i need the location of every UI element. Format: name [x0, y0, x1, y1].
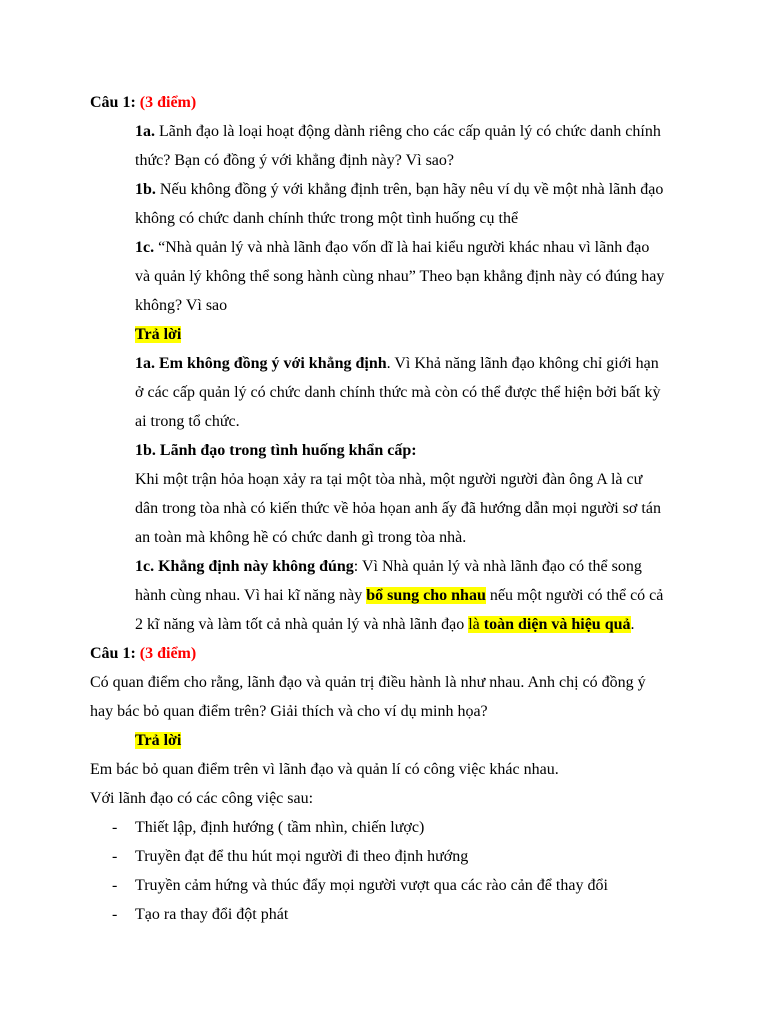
q1c-line-3: không? Vì sao — [135, 297, 228, 314]
ans1c-text-1: : Vì Nhà quản lý và nhà lãnh đạo có thể song — [353, 558, 642, 575]
list-bullet: - — [112, 819, 118, 836]
ans1c-line-2 — [135, 586, 663, 606]
ans1c-highlight-1: bổ sung cho nhau — [366, 587, 486, 604]
q1b-line-2: không có chức danh chính thức trong một tình huống cụ thể — [135, 210, 519, 227]
q1a-line-2: thức? Bạn có đồng ý với khẳng định này? Vì sao? — [135, 152, 454, 169]
q1c-text-1: “Nhà quản lý và nhà lãnh đạo vốn dĩ là hai kiểu người khác nhau vì lãnh đạo — [158, 239, 650, 256]
ans1c-text-2a: hành cùng nhau. Vì hai kĩ năng này — [135, 587, 367, 604]
q2-label: Câu 1: — [90, 645, 136, 662]
q1b-text-1: Nếu không đồng ý với khẳng định trên, bạn hãy nêu ví dụ về một nhà lãnh đạo — [159, 181, 664, 198]
ans1b-line-1: Khi một trận hỏa hoạn xảy ra tại một tòa nhà, một người người đàn ông A là cư — [135, 471, 643, 488]
ans1a-line-2: ở các cấp quản lý có chức danh chính thức mà còn có thể được thể hiện bởi bất kỳ — [135, 384, 661, 401]
ans1c-highlight-3: toàn diện và hiệu quả — [483, 616, 631, 633]
q1-heading — [90, 93, 196, 113]
ans1a-text-1: . Vì Khả năng lãnh đạo không chỉ giới hạn — [386, 355, 659, 372]
ans1b-line-2: dân trong tòa nhà có kiến thức về hỏa họan anh ấy đã hướng dẫn mọi người sơ tán — [135, 500, 661, 517]
q1-points: (3 điểm) — [139, 94, 197, 111]
ans1a-line-3: ai trong tổ chức. — [135, 413, 240, 430]
ans2-line-1: Em bác bỏ quan điểm trên vì lãnh đạo và quản lí có công việc khác nhau. — [90, 761, 559, 778]
q1b-line-1 — [135, 180, 663, 200]
ans1a-line-1 — [135, 354, 659, 374]
q1c-number: 1c. — [135, 239, 155, 256]
q2-points: (3 điểm) — [139, 645, 197, 662]
q1b-number: 1b. — [135, 181, 156, 198]
q1-answer-label — [135, 325, 181, 345]
list-bullet: - — [112, 877, 118, 894]
q1-answer-label-text: Trả lời — [135, 326, 182, 343]
q1c-line-2: và quản lý không thể song hành cùng nhau” Theo bạn khẳng định này có đúng hay — [135, 268, 665, 285]
q2-answer-label-text: Trả lời — [135, 732, 182, 749]
list-item: Truyền cảm hứng và thúc đẩy mọi người vượt qua các rào cản để thay đổi — [135, 877, 608, 894]
q1a-line-1 — [135, 122, 661, 142]
ans1b-line-3: an toàn mà không hề có chức danh gì trong tòa nhà. — [135, 529, 467, 546]
list-bullet: - — [112, 848, 118, 865]
ans2-line-2: Với lãnh đạo có các công việc sau: — [90, 790, 314, 807]
q2-heading — [90, 644, 196, 664]
list-bullet: - — [112, 906, 118, 923]
list-item: Tạo ra thay đổi đột phát — [135, 906, 289, 923]
ans1c-line-1 — [135, 557, 642, 577]
ans1c-line-3 — [135, 615, 635, 635]
list-item: Truyền đạt để thu hút mọi người đi theo định hướng — [135, 848, 469, 865]
ans1c-text-3a: 2 kĩ năng và làm tốt cả nhà quản lý và nhà lãnh đạo — [135, 616, 469, 633]
q1a-text-1: Lãnh đạo là loại hoạt động dành riêng cho các cấp quản lý có chức danh chính — [159, 123, 661, 140]
ans1c-text-3b: . — [630, 616, 635, 633]
q2-answer-label — [135, 731, 181, 751]
q1a-number: 1a. — [135, 123, 155, 140]
q1-label: Câu 1: — [90, 94, 136, 111]
ans1c-bold: 1c. Khẳng định này không đúng — [135, 558, 354, 575]
q2-line-1: Có quan điểm cho rằng, lãnh đạo và quản trị điều hành là như nhau. Anh chị có đồng ý — [90, 674, 646, 691]
ans1b-heading — [135, 441, 417, 461]
ans1c-text-2b: nếu một người có thể có cả — [485, 587, 664, 604]
q2-line-2: hay bác bỏ quan điểm trên? Giải thích và cho ví dụ minh họa? — [90, 703, 488, 720]
ans1c-highlight-2: là — [468, 616, 484, 633]
ans1b-bold: 1b. Lãnh đạo trong tình huống khẩn cấp: — [135, 442, 417, 459]
ans1a-bold: 1a. Em không đồng ý với khẳng định — [135, 355, 387, 372]
q1c-line-1 — [135, 238, 649, 258]
list-item: Thiết lập, định hướng ( tầm nhìn, chiến lược) — [135, 819, 425, 836]
